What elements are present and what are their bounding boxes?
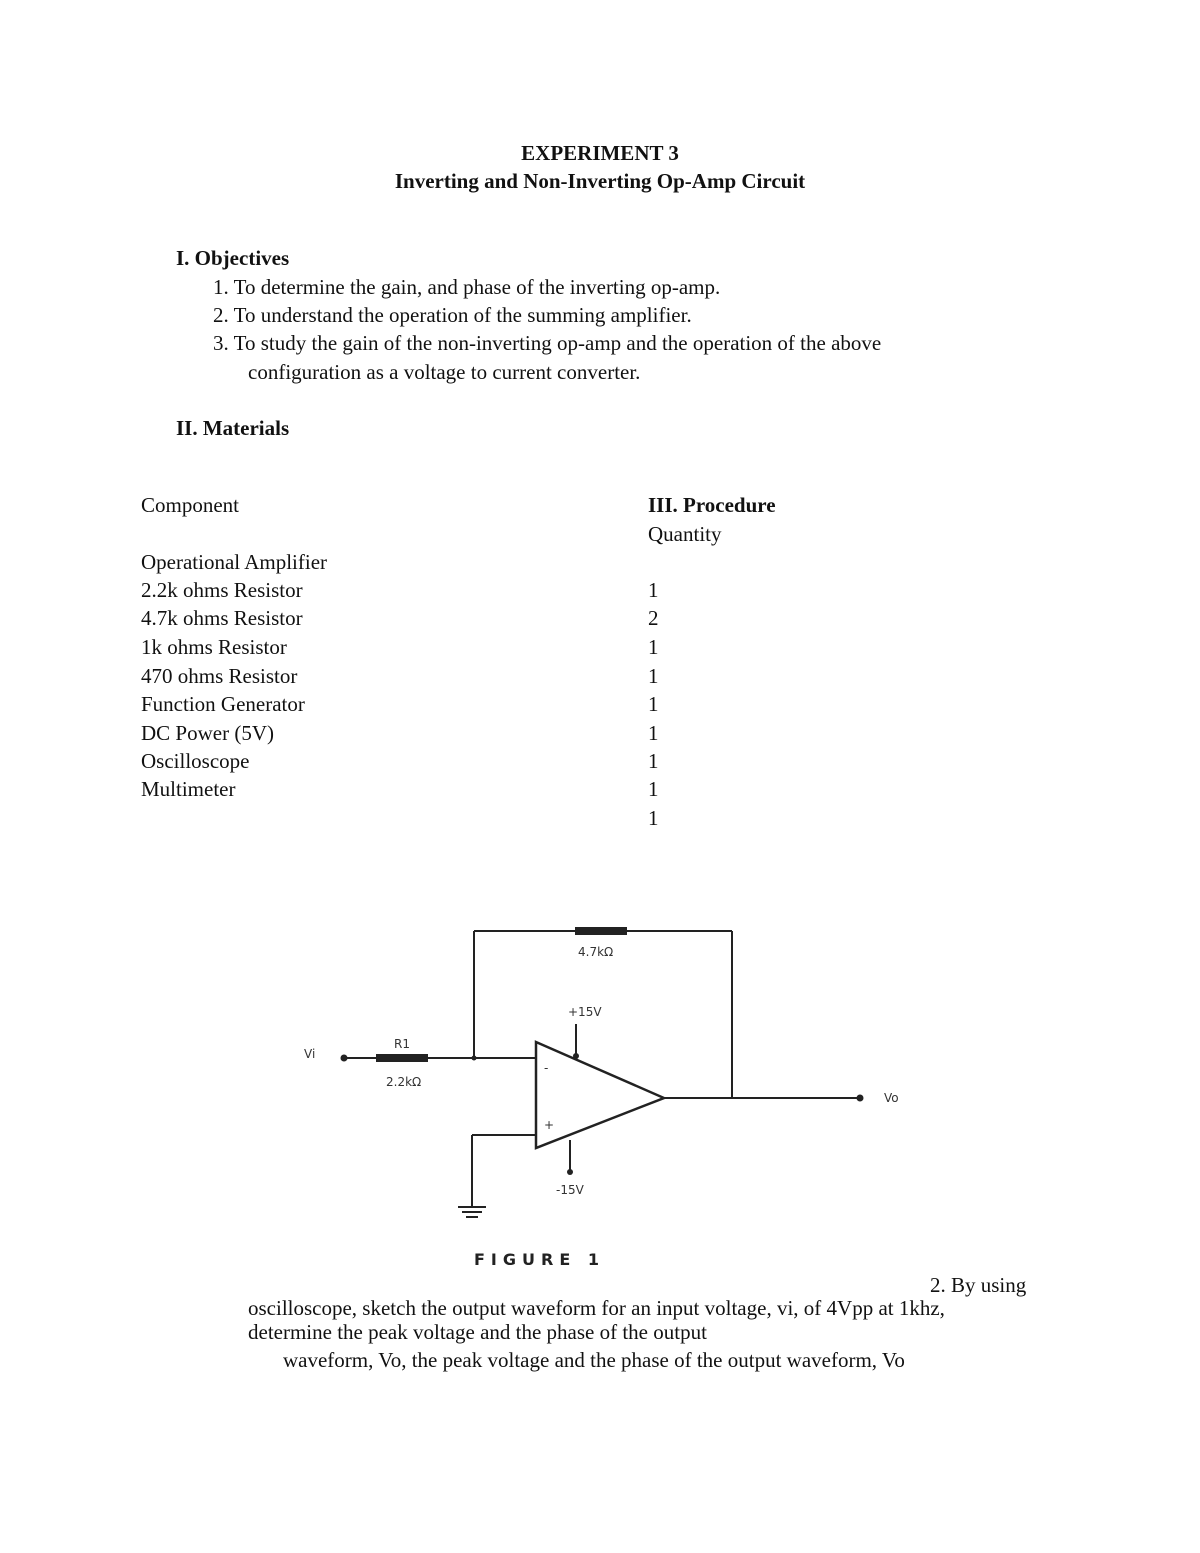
figure-caption: FIGURE 1 (474, 1250, 605, 1269)
opamp-triangle (536, 1042, 664, 1148)
negative-supply-node (567, 1169, 573, 1175)
quantity-item: 1 (648, 777, 659, 801)
component-item: 470 ohms Resistor (141, 664, 298, 688)
quantity-item: 1 (648, 749, 659, 773)
component-item: DC Power (5V) (141, 721, 274, 745)
component-item: Multimeter (141, 777, 236, 801)
ground-symbol (458, 1207, 486, 1217)
objectives-heading: I. Objectives (176, 246, 290, 270)
objective-item-continuation: configuration as a voltage to current converter. (248, 360, 641, 384)
input-voltage-label: Vi (304, 1047, 316, 1061)
materials-heading: II. Materials (176, 416, 290, 440)
component-item: Function Generator (141, 692, 305, 716)
component-item: 2.2k ohms Resistor (141, 578, 303, 602)
output-terminal (857, 1095, 864, 1102)
feedback-resistor-label: 4.7kΩ (578, 945, 614, 959)
input-terminal (341, 1055, 348, 1062)
feedback-resistor (575, 927, 627, 935)
input-resistor (376, 1054, 428, 1062)
component-column-header: Component (141, 493, 239, 517)
positive-supply-node (573, 1053, 579, 1059)
component-item: Oscilloscope (141, 749, 250, 773)
positive-supply-label: +15V (568, 1005, 602, 1019)
noninverting-input-sign: + (544, 1118, 555, 1132)
quantity-column-header: Quantity (648, 522, 722, 546)
procedure-step-text: oscilloscope, sketch the output waveform for an input voltage, vi, of 4Vpp at 1khz, (248, 1296, 945, 1320)
inverting-input-sign: - (544, 1061, 549, 1075)
inverting-opamp-schematic (290, 912, 940, 1282)
input-resistor-value-label: 2.2kΩ (386, 1075, 422, 1089)
component-item: 1k ohms Resistor (141, 635, 287, 659)
quantity-item: 2 (648, 606, 659, 630)
objective-item: 2. To understand the operation of the summing amplifier. (213, 303, 692, 327)
quantity-item: 1 (648, 664, 659, 688)
experiment-title: EXPERIMENT 3 (521, 141, 679, 165)
input-resistor-name-label: R1 (394, 1037, 410, 1051)
procedure-step-text: determine the peak voltage and the phase of the output (248, 1320, 707, 1344)
negative-supply-label: -15V (556, 1183, 584, 1197)
quantity-item: 1 (648, 692, 659, 716)
procedure-heading: III. Procedure (648, 493, 776, 517)
output-voltage-label: Vo (884, 1091, 899, 1105)
procedure-step-text: waveform, Vo, the peak voltage and the phase of the output waveform, Vo (283, 1348, 905, 1372)
quantity-item: 1 (648, 578, 659, 602)
experiment-subtitle: Inverting and Non-Inverting Op-Amp Circuit (394, 169, 806, 193)
objective-item: 3. To study the gain of the non-inverting op-amp and the operation of the above (213, 331, 882, 355)
component-item: 4.7k ohms Resistor (141, 606, 303, 630)
quantity-item: 1 (648, 635, 659, 659)
junction-dot (472, 1056, 477, 1061)
quantity-item: 1 (648, 721, 659, 745)
quantity-item: 1 (648, 806, 659, 830)
component-item: Operational Amplifier (141, 550, 328, 574)
procedure-step-number: 2. By using (930, 1273, 1027, 1297)
objective-item: 1. To determine the gain, and phase of the inverting op-amp. (213, 275, 721, 299)
